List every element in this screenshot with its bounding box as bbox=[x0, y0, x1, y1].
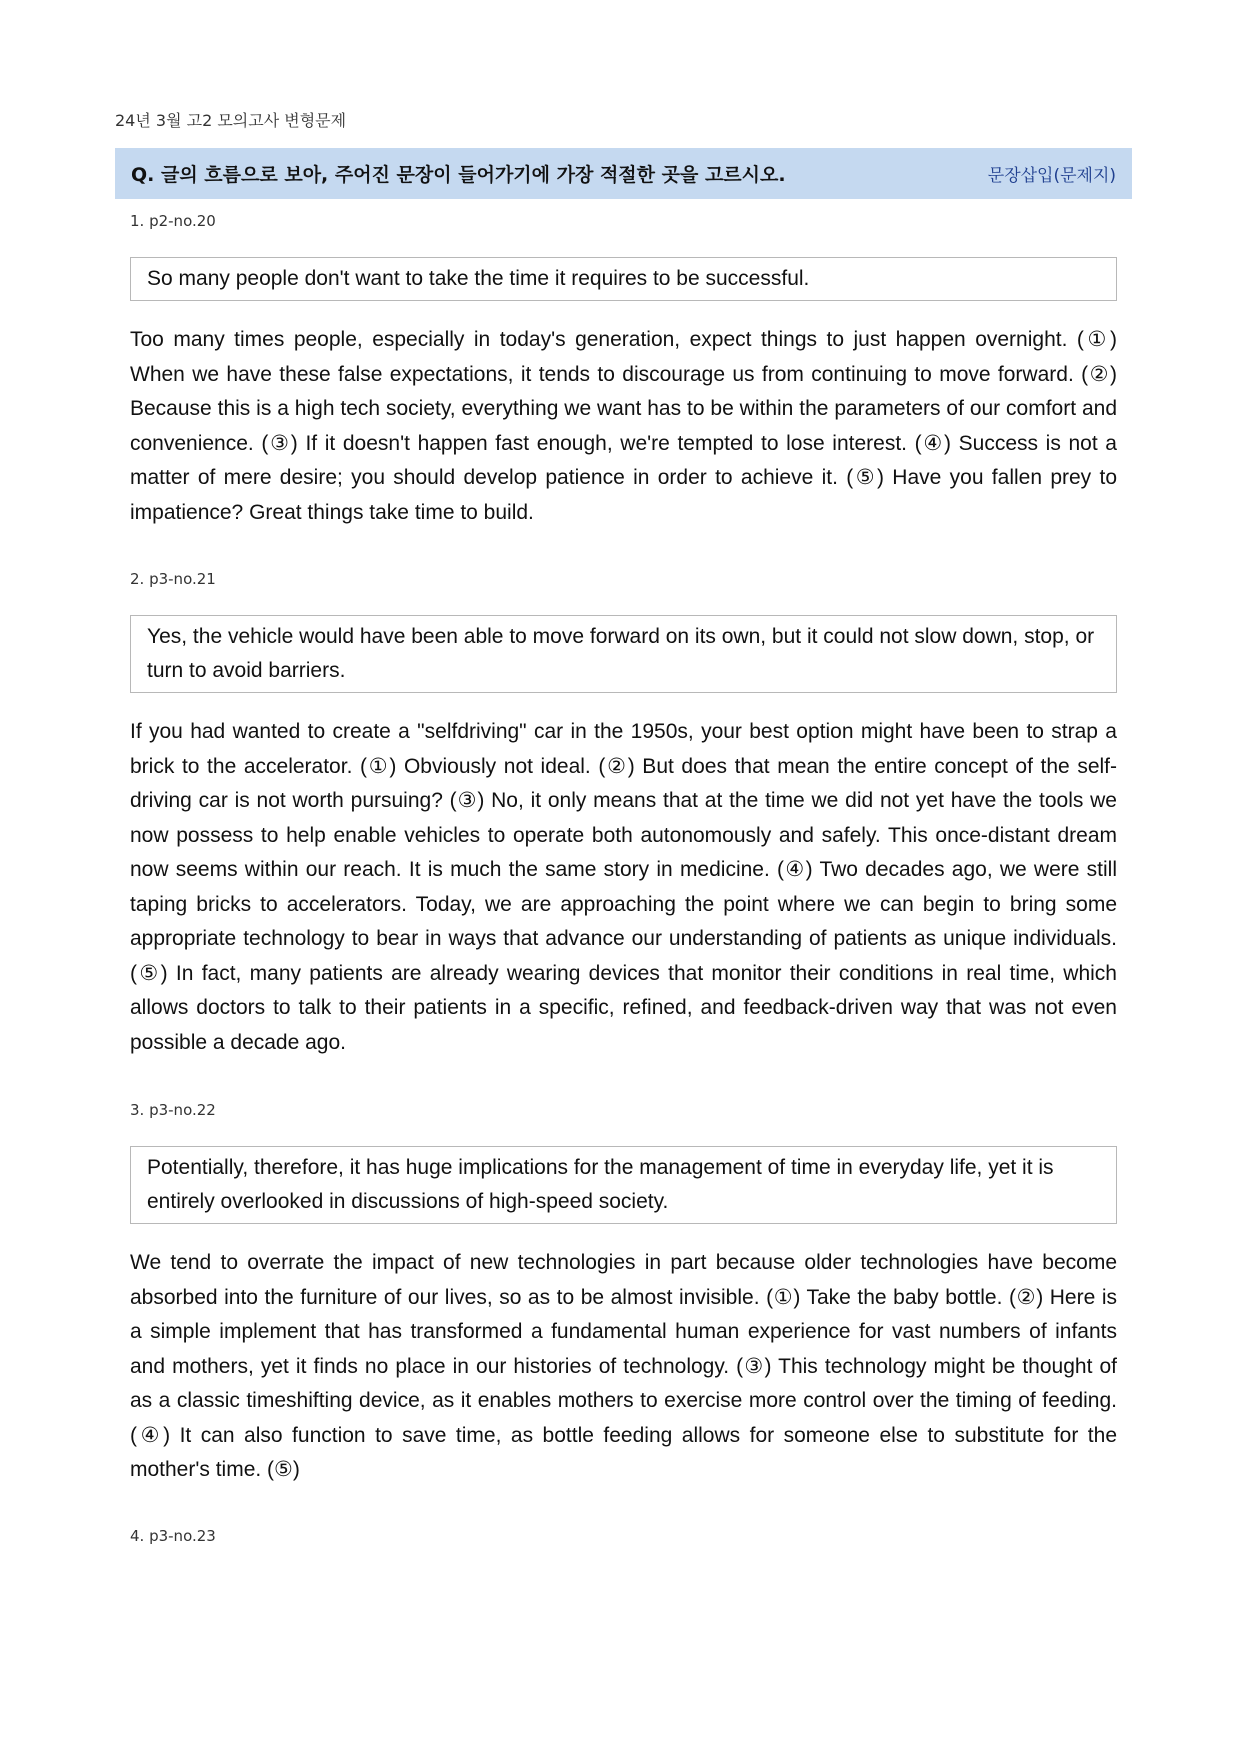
passage-text: Too many times people, especially in today's generation, expect things to just happen overnight. (①) When we have these false expectations, it tends to discourage us from continuing to move forward. (②) Because this is a high tech society, everything we want has to be within the parameters of our comfort and convenience. (③) If it doesn't happen fast enough, we're tempted to lose interest. (④) Success is not a matter of mere desire; you should develop patience in order to achieve it. (⑤) Have you fallen prey to impatience? Great things take time to build. bbox=[130, 328, 1117, 524]
insert-sentence-box: So many people don't want to take the time it requires to be successful. bbox=[130, 257, 1117, 301]
insert-sentence-box: Yes, the vehicle would have been able to move forward on its own, but it could not slow down, stop, or turn to avoid barriers. bbox=[130, 615, 1117, 693]
problem-label: 2. p3-no.21 bbox=[130, 570, 216, 588]
problem-label: 4. p3-no.23 bbox=[130, 1527, 216, 1545]
problem-label: 1. p2-no.20 bbox=[130, 212, 216, 230]
problem-4 bbox=[130, 1527, 1117, 1545]
question-banner bbox=[115, 148, 1132, 199]
problem-2 bbox=[130, 570, 1117, 1060]
question-type-tag: 문장삽입(문제지) bbox=[987, 166, 1116, 186]
problem-1 bbox=[130, 212, 1117, 530]
exam-title: 24년 3월 고2 모의고사 변형문제 bbox=[115, 111, 347, 130]
passage-text: If you had wanted to create a "selfdriving" car in the 1950s, your best option might have been to strap a brick to the accelerator. (①) Obviously not ideal. (②) But does that mean the entire concept of the self-driving car is not worth pursuing? (③) No, it only means that at the time we did not yet have the tools we now possess to help enable vehicles to operate both autonomously and safely. This once-distant dream now seems within our reach. It is much the same story in medicine. (④) Two decades ago, we were still taping bricks to accelerators. Today, we are approaching the point where we can begin to bring some appropriate technology to bear in ways that advance our understanding of patients as unique individuals. (⑤) In fact, many patients are already wearing devices that monitor their conditions in real time, which allows doctors to talk to their patients in a specific, refined, and feedback-driven way that was not even possible a decade ago. bbox=[130, 720, 1117, 1054]
passage-text: We tend to overrate the impact of new technologies in part because older technologies have become absorbed into the furniture of our lives, so as to be almost invisible. (①) Take the baby bottle. (②) Here is a simple implement that has transformed a fundamental human experience for vast numbers of infants and mothers, yet it finds no place in our histories of technology. (③) This technology might be thought of as a classic timeshifting device, as it enables mothers to exercise more control over the timing of feeding. (④) It can also function to save time, as bottle feeding allows for someone else to substitute for the mother's time. (⑤) bbox=[130, 1251, 1117, 1481]
problem-label: 3. p3-no.22 bbox=[130, 1101, 216, 1119]
problem-3 bbox=[130, 1101, 1117, 1488]
question-prompt: Q. 글의 흐름으로 보아, 주어진 문장이 들어가기에 가장 적절한 곳을 고르시오. bbox=[131, 164, 786, 186]
insert-sentence-box: Potentially, therefore, it has huge implications for the management of time in everyday life, yet it is entirely overlooked in discussions of high-speed society. bbox=[130, 1146, 1117, 1224]
